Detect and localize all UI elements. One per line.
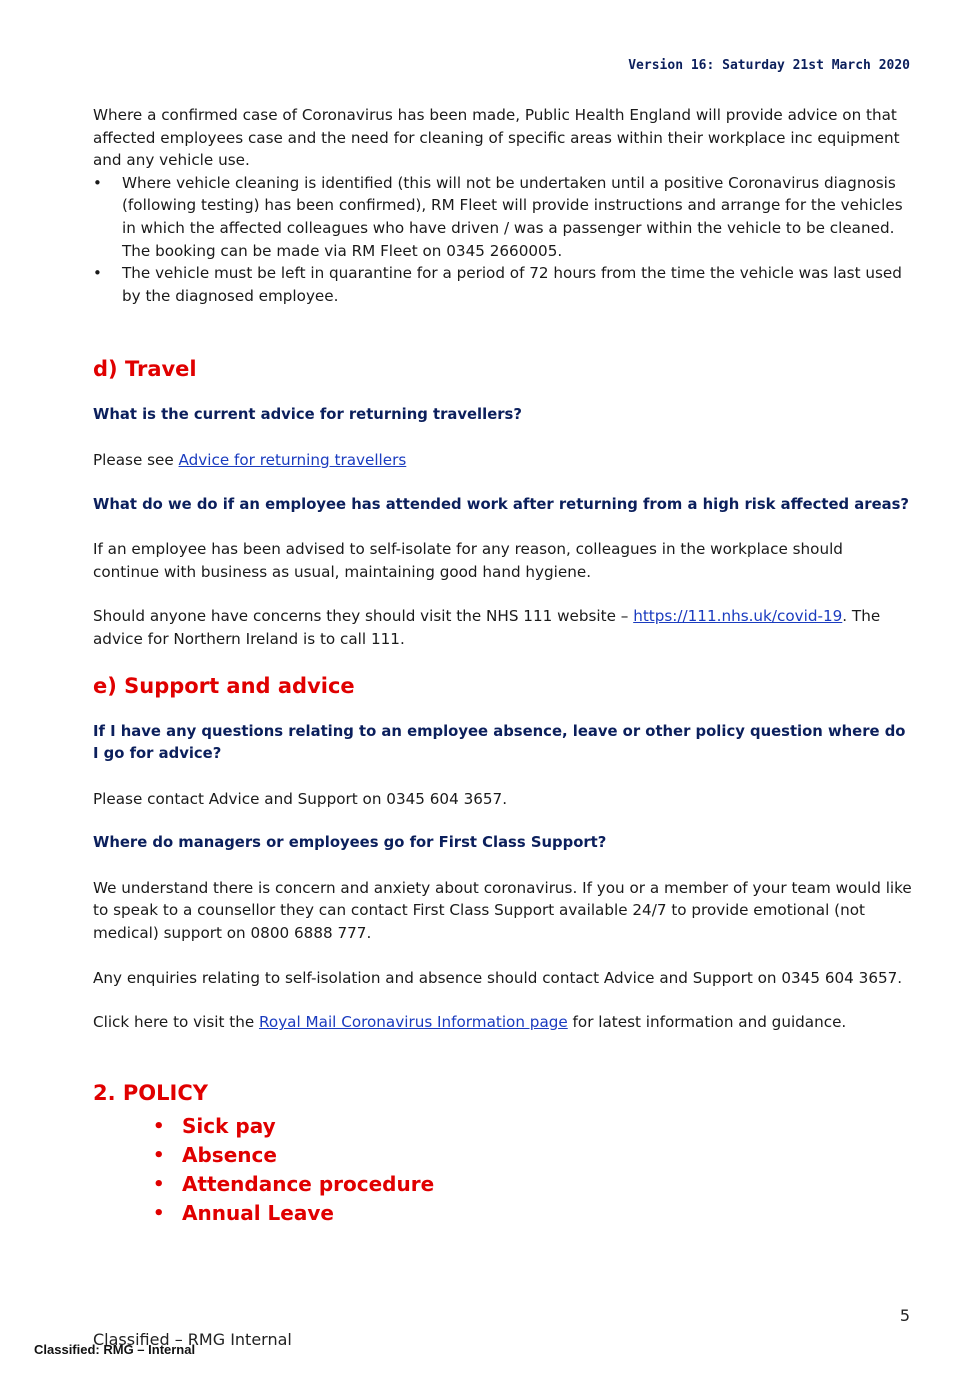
document-body — [93, 104, 913, 1228]
question-employee-attended-work: What do we do if an employee has attended work after returning from a high risk affected areas? — [93, 495, 909, 513]
policy-item-sick-pay: • Sick pay — [93, 1112, 913, 1141]
classification-stamp: Classified: RMG – Internal — [34, 1342, 196, 1357]
intro-paragraph: Where a confirmed case of Coronavirus has been made, Public Health England will provide advice on that affected employees case and the need for cleaning of specific areas within their workplace inc equipment and any vehicle use. — [93, 106, 900, 170]
question-returning-travellers: What is the current advice for returning travellers? — [93, 406, 522, 424]
answer-nhs-111 — [93, 605, 913, 650]
question-policy-advice: If I have any questions relating to an employee absence, leave or other policy question where do I go for advice? — [93, 722, 906, 763]
policy-list — [93, 1112, 913, 1228]
intro-bullet-quarantine: • The vehicle must be left in quarantine for a period of 72 hours from the time the vehicle was last used by the diagnosed employee. — [93, 262, 913, 307]
classification-footer: Classified – RMG Internal — [93, 1330, 292, 1349]
section-heading-policy: 2. POLICY — [93, 1080, 208, 1105]
answer-text: for latest information and guidance. — [567, 1013, 847, 1032]
answer-royal-mail-info — [93, 1011, 913, 1034]
page-number: 5 — [899, 1306, 910, 1325]
policy-item-annual-leave: • Annual Leave — [93, 1199, 913, 1228]
question-first-class-support: Where do managers or employees go for First Class Support? — [93, 834, 607, 852]
policy-item-absence: • Absence — [93, 1141, 913, 1170]
intro-bullet-list — [93, 172, 913, 308]
royal-mail-info-link[interactable]: Royal Mail Coronavirus Information page — [259, 1013, 568, 1032]
version-header: Version 16: Saturday 21st March 2020 — [628, 58, 910, 73]
section-heading-travel: d) Travel — [93, 357, 197, 382]
answer-first-class-support: We understand there is concern and anxiety about coronavirus. If you or a member of your team would like to speak to a counsellor they can contact First Class Support available 24/7 to provide emotional (not medical) support on 0800 6888 777. — [93, 878, 912, 943]
answer-advice-support: Please contact Advice and Support on 0345 604 3657. — [93, 789, 508, 808]
intro-bullet-vehicle-cleaning: • Where vehicle cleaning is identified (this will not be undertaken until a positive Coronavirus diagnosis (following testing) has been confirmed), RM Fleet will provide instructions and arrange for the vehicles in which the affected colleagues who have driven / was a passenger within the vehicle to be cleaned. The booking can be made via RM Fleet on 0345 2660005. — [93, 172, 913, 262]
policy-item-attendance-procedure: • Attendance procedure — [93, 1170, 913, 1199]
answer-text: Click here to visit the — [93, 1013, 260, 1032]
answer-returning-travellers — [93, 449, 913, 472]
answer-text: Should anyone have concerns they should visit the NHS 111 website – — [93, 607, 634, 626]
answer-self-isolate: If an employee has been advised to self-isolate for any reason, colleagues in the workplace should continue with business as usual, maintaining good hand hygiene. — [93, 540, 843, 581]
section-heading-support: e) Support and advice — [93, 673, 355, 698]
answer-text: . The advice for Northern Ireland is to call 111. — [93, 607, 881, 648]
nhs-111-link[interactable]: https://111.nhs.uk/covid-19 — [633, 607, 843, 626]
answer-text: Please see — [93, 450, 179, 469]
returning-travellers-link[interactable]: Advice for returning travellers — [178, 450, 407, 469]
answer-enquiries-absence: Any enquiries relating to self-isolation and absence should contact Advice and Support on 0345 604 3657. — [93, 968, 903, 987]
